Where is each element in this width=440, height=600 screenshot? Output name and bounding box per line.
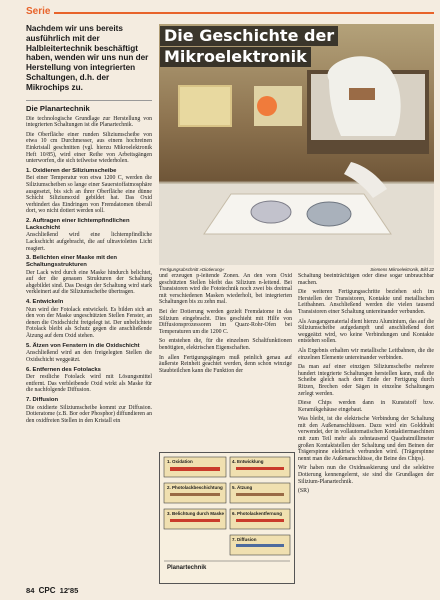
diagram-footer: Planartechnik — [167, 565, 207, 571]
footer — [26, 586, 78, 595]
section-paragraph: Die Oberfläche einer runden Siliziumscheibe von etwa 10 cm Durchmesser, aus einem hochreinen Einkristall geschnitten (vgl. hierzu Mikroelektronik Heft 10/85), wird einer Reihe von Arbeitsgängen unterworfen, die sich teilweise wiederholen. — [26, 131, 152, 165]
planar-technique-diagram — [159, 452, 295, 584]
step-text: Anschließend wird an den freigelegten Stellen die Oxidschicht weggeätzt. — [26, 350, 152, 363]
intro-text: Nachdem wir uns bereits ausführlich mit der Halbleitertechnik beschäftigt haben, wenden wir uns nun der Herstellung von integrierten Schaltungen, d.h. der Mikrochips zu. — [26, 24, 149, 92]
issue-number: 12'85 — [59, 586, 79, 595]
step-text: Der restliche Fotolack wird mit Lösungsmittel entfernt. Das verbleibende Oxid wirkt als Maske für die nachfolgende Diffusion. — [26, 374, 152, 394]
left-column — [26, 24, 152, 584]
paragraph: Als Ergebnis erhalten wir metallische Leitbahnen, die die einzelnen Elemente untereinander verbinden. — [298, 347, 434, 361]
photo-credit: Siemens Mikroelektronik, Bild 22 — [370, 267, 434, 272]
paragraph: Bei der Dotierung werden gezielt Fremdatome in das Silizium eingebracht. Dies geschieht mit Hilfe von Diffusionsprozessoren im Quarz-Rohr-Ofen bei Temperaturen um die 1200 C. — [159, 308, 292, 335]
paragraph: Wir haben nun die Oxidmaskierung und die selektive Dotierung kennengelernt, sie sind die Grundlagen der Silizium-Planartechnik. — [298, 465, 434, 485]
paragraph: Schaltung beeinträchtigen oder diese sogar unbrauchbar machen. — [298, 273, 434, 286]
paragraph: Was bleibt, ist die elektrische Verbindung der Schaltung mit den Außenanschlüssen. Dazu wird ein Golddraht verwendet, der in vollautomatischen Kontaktiermaschinen mit zum Teil mehr als zehntausend Quadratmillimeter großen Kontaktstellen der Schaltung und den Beinen der Trägerspinne elektrisch verbunden wird. (Trägerspinne nennt man die Außenanschlüsse, die Beine des Chips). — [298, 416, 434, 462]
title-line: Die Geschichte der — [160, 26, 338, 46]
paragraph: Die weiteren Fertigungsschritte beziehen sich im Herstellen der Transistoren, Kontakte und metallischen Leitbahnen. Anschließend werden die vielen tausend Transistoren einer Schaltung untereinander verbunden. — [298, 289, 434, 315]
right-column — [298, 273, 434, 591]
step-title: 7. Diffusion — [26, 397, 59, 404]
photo-caption: Fertigungsabschnitt »Diotierung« — [160, 267, 225, 272]
paragraph: So entstehen die, für die einzelnen Schaltfunktionen benötigten, elektrischen Eigenschaften. — [159, 338, 292, 351]
article-title — [160, 26, 428, 68]
step-text: Nun wird der Fotolack entwickelt. Es bilden sich an den von der Maske ungeschützten Stellen Fenster, an denen die Oxidschicht freigelegt ist. Der unbelichtete Fotolack bleibt als Schutz gegen die anschließende Ätzung auf dem Oxid stehen. — [26, 306, 152, 340]
author-signature: (SR) — [298, 488, 309, 495]
step-text: Bei einer Temperatur von etwa 1200 C, werden die Siliziumscheiben so lange einer Sauerstoffatmosphäre ausgesetzt, bis sich an ihrer Oberfläche eine dünne Schicht Siliziumoxid gebildet hat. Das Oxid verhindert das Eindringen von Fremdatomen überall dort, wo nicht dotiert werden soll. — [26, 175, 152, 215]
step-title: 1. Oxidieren der Siliziumscheibe — [26, 167, 117, 174]
step-title: 2. Auftragen einer lichtempfindlichen Lackschicht — [26, 218, 130, 231]
paragraph: In allen Fertigungsgängen muß peinlich genau auf äußerste Reinheit geachtet werden, denn schon winzige Staubteilchen kann die Funktion der — [159, 354, 292, 374]
step-text: Der Lack wird durch eine Maske hindurch belichtet, auf der die genauen Strukturen der Schaltung abgebildet sind. Das Design der Schaltung wird stark verkleinert auf die Siliziumscheibe übertragen. — [26, 269, 152, 296]
diagram-label: 6. Photolackentfernung — [232, 511, 283, 516]
diagram-graphic — [160, 453, 294, 583]
diagram-label: 7. Diffusion — [232, 537, 257, 542]
diagram-label: 2. Photolackbeschichtung — [167, 485, 223, 490]
paragraph: Diese Chips werden dann in Kunststoff bzw. Keramikgehäuse eingebaut. — [298, 400, 434, 413]
paragraph: Als Ausgangsmaterial dient hierzu Aluminium, das auf die Siliziumscheibe aufgedampft und anschließend dort weggeätzt wird, wo keine Verbindungen und Kontakte entstehen sollen. — [298, 318, 434, 345]
step-title: 4. Entwickeln — [26, 298, 64, 305]
section-heading: Die Planartechnik — [26, 100, 152, 113]
title-line: Mikroelektronik — [160, 47, 311, 67]
page-number: 84 — [26, 586, 35, 595]
series-label: Serie — [26, 6, 51, 17]
diagram-label: 4. Entwicklung — [232, 459, 264, 464]
step-title: 6. Entfernen des Fotolacks — [26, 366, 101, 373]
diagram-label: 5. Ätzung — [232, 485, 253, 490]
header-rule — [54, 12, 434, 14]
diagram-label: 1. Oxidation — [167, 459, 193, 464]
header-bar — [26, 6, 434, 22]
step-text: Die oxidierte Siliziumscheibe kommt zur Diffusion. Dotieratome (z.B. Bor oder Phosphor) diffundieren an den oxidfreien Stellen in den Kristall ein — [26, 404, 152, 424]
diagram-label: 3. Belichtung durch Maske — [167, 511, 225, 516]
step-text: Anschließend wird eine lichtempfindliche Lackschicht aufgebracht, die auf ultraviolettes Licht reagiert. — [26, 232, 152, 252]
section-lead: Die technologische Grundlage zur Herstellung von integrierten Schaltungen ist die Planartechnik. — [26, 115, 152, 129]
paragraph: Da man auf einer einzigen Siliziumscheibe mehrere hundert integrierte Schaltungen herstellen kann, muß die Scheibe gleich nach dem Ende der Fertigung durch Ritzen, Brechen oder Sägen in einzelne Schaltungen zerlegt werden. — [298, 364, 434, 397]
step-title: 3. Belichten einer Maske mit den Schaltungsstrukturen — [26, 255, 118, 268]
paragraph: und erzeugen p-leitende Zonen. An den vom Oxid geschützten Stellen bleibt das Silizium n-leitend. Bei Transistoren wird die Fototechnik noch zwei bis dreimal mit verschiedenen Masken wiederholt, bei integrierten Schaltungen bis zu zehn mal. — [159, 273, 292, 306]
magazine-name: CPC — [38, 586, 56, 595]
step-title: 5. Ätzen von Fenstern in die Oxidschicht — [26, 342, 140, 349]
